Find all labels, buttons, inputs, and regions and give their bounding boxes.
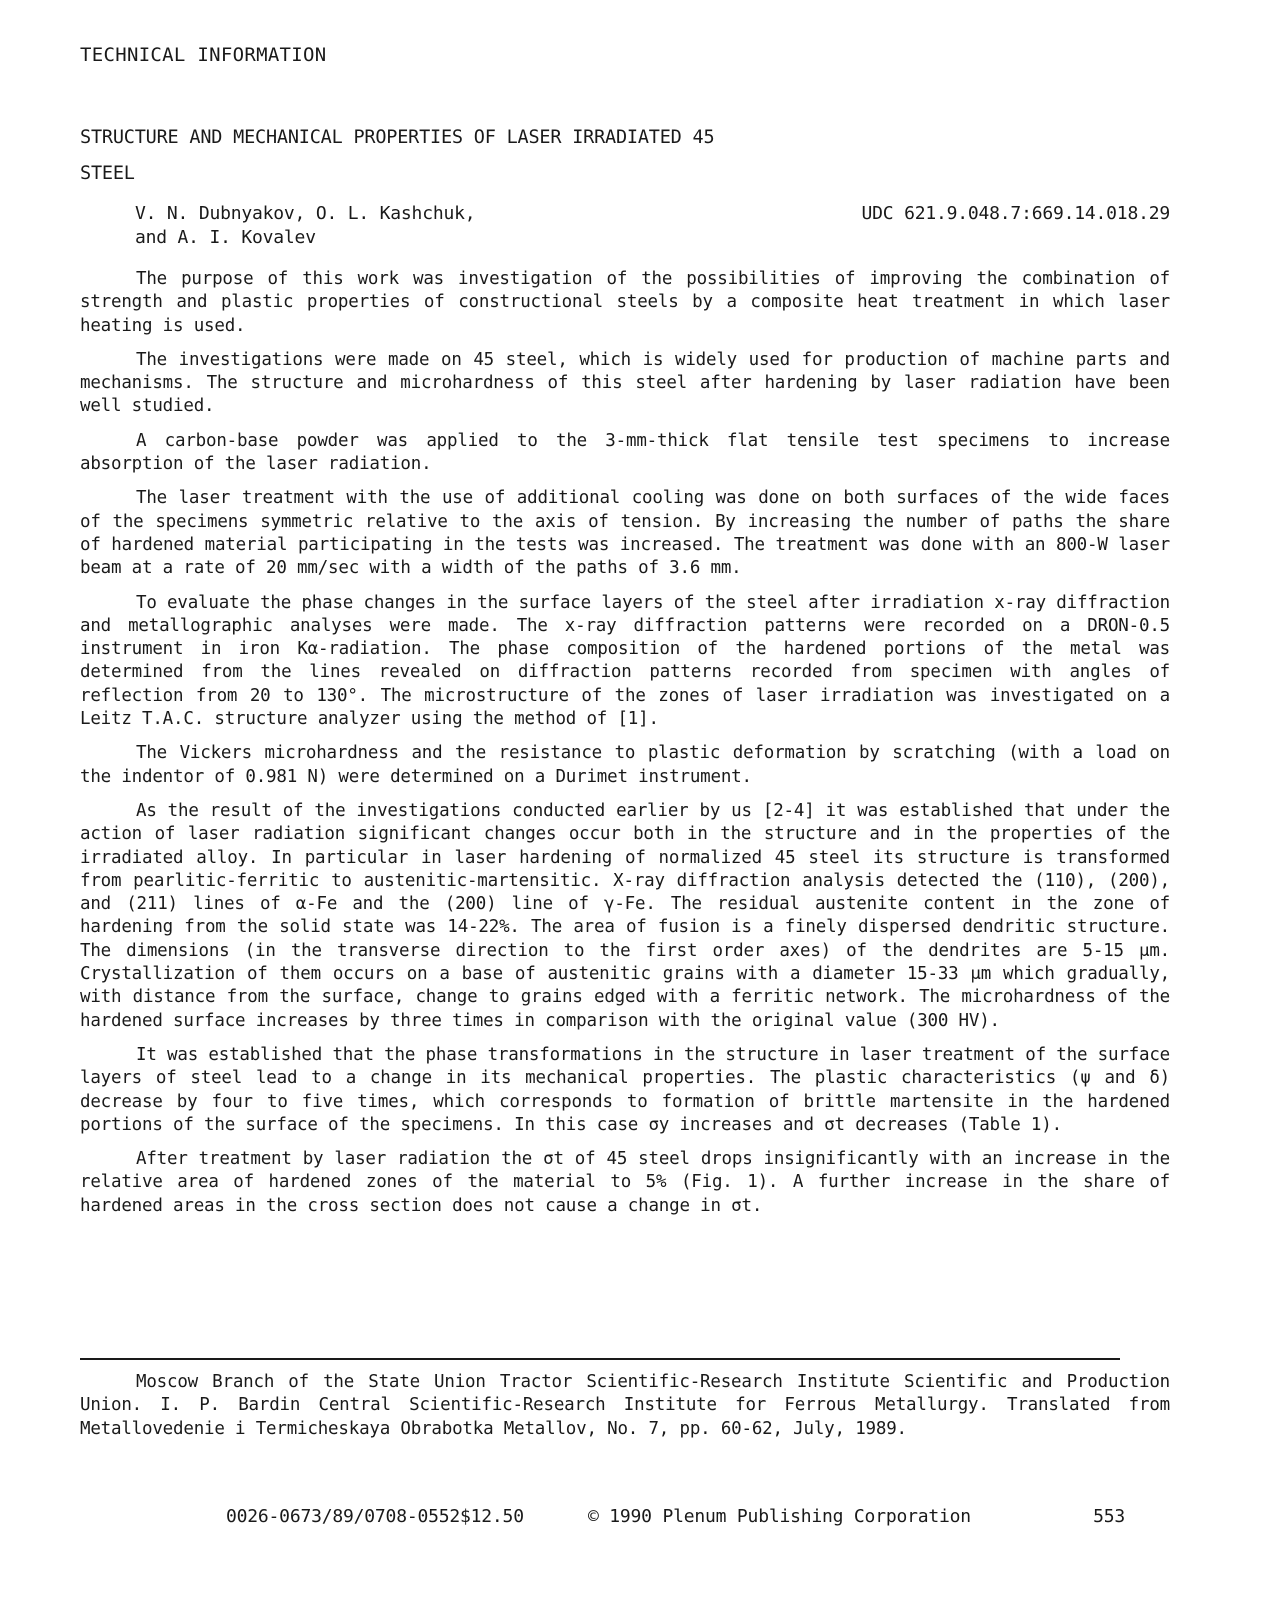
affiliation-footnote: Moscow Branch of the State Union Tractor Scientific-Research Institute Scientific and Production Union. I. P. Bardin Central Scientific-Research Institute for Ferrous Metallurgy. Translated from Metallovedenie i Termicheskaya Obrabotka Metallov, No. 7, pp. 60-62, July, 1989. — [80, 1372, 1170, 1439]
paragraph: As the result of the investigations conducted earlier by us [2-4] it was established that under the action of laser radiation significant changes occur both in the structure and in the properties of the irradiated alloy. In particular in laser hardening of normalized 45 steel its structure is transformed from pearlitic-ferritic to austenitic-martensitic. X-ray diffraction analysis detected the (110), (200), and (211) lines of α-Fe and the (200) line of γ-Fe. The residual austenite content in the zone of hardening from the solid state was 14-22%. The area of fusion is a finely dispersed dendritic structure. The dimensions (in the transverse direction to the first order axes) of the dendrites are 5-15 μm. Crystallization of them occurs on a base of austenitic grains with a diameter 15-33 μm which gradually, with distance from the surface, change to grains edged with a ferritic network. The microhardness of the hardened surface increases by three times in comparison with the original value (300 HV). — [80, 800, 1170, 1031]
paragraph: The laser treatment with the use of additional cooling was done on both surfaces of the wide faces of the specimens symmetric relative to the axis of tension. By increasing the number of paths the share of hardened material participating in the tests was increased. The treatment was done with an 800-W laser beam at a rate of 20 mm/sec with a width of the paths of 3.6 mm. — [80, 488, 1170, 579]
page-footer — [80, 1505, 1125, 1529]
paragraph: The investigations were made on 45 steel, which is widely used for production of machine parts and mechanisms. The structure and microhardness of this steel after hardening by laser radiation have been well studied. — [80, 349, 1170, 417]
authors: V. N. Dubnyakov, O. L. Kashchuk, and A. I. Kovalev — [135, 203, 476, 248]
page-number: 553 — [1093, 1506, 1125, 1527]
article-title: STRUCTURE AND MECHANICAL PROPERTIES OF LASER IRRADIATED 45 STEEL — [80, 127, 715, 184]
paragraph: A carbon-base powder was applied to the 3-mm-thick flat tensile test specimens to increase absorption of the laser radiation. — [80, 430, 1170, 475]
udc-code: UDC 621.9.048.7:669.14.018.29 — [861, 203, 1170, 224]
paragraph: To evaluate the phase changes in the surface layers of the steel after irradiation x-ray diffraction and metallographic analyses were made. The x-ray diffraction patterns were recorded on a DRON-0.5 instrument in iron Kα-radiation. The phase composition of the hardened portions of the metal was determined from the lines revealed on diffraction patterns recorded from specimen with angles of reflection from 20 to 130°. The microstructure of the zones of laser irradiation was investigated on a Leitz T.A.C. structure analyzer using the method of [1]. — [80, 592, 1170, 730]
paragraph: After treatment by laser radiation the σt of 45 steel drops insignificantly with an increase in the relative area of hardened zones of the material to 5% (Fig. 1). A further increase in the share of hardened areas in the cross section does not cause a change in σt. — [80, 1149, 1170, 1216]
paragraph: It was established that the phase transformations in the structure in laser treatment of the surface layers of steel lead to a change in its mechanical properties. The plastic characteristics (ψ and δ) decrease by four to five times, which corresponds to formation of brittle martensite in the hardened portions of the surface of the specimens. In this case σy increases and σt decreases (Table 1). — [80, 1044, 1170, 1135]
paragraph: The Vickers microhardness and the resistance to plastic deformation by scratching (with a load on the indentor of 0.981 N) were determined on a Durimet instrument. — [80, 743, 1170, 787]
footnote-divider — [80, 1358, 1120, 1360]
publication-code: 0026-0673/89/0708-0552$12.50 — [226, 1506, 524, 1527]
paragraph: The purpose of this work was investigation of the possibilities of improving the combination of strength and plastic properties of constructional steels by a composite heat treatment in which laser heating is used. — [80, 269, 1170, 336]
section-label: TECHNICAL INFORMATION — [80, 44, 327, 66]
document-page — [80, 0, 1170, 1613]
copyright-notice: © 1990 Plenum Publishing Corporation — [588, 1506, 971, 1527]
article-body — [80, 268, 1170, 1229]
